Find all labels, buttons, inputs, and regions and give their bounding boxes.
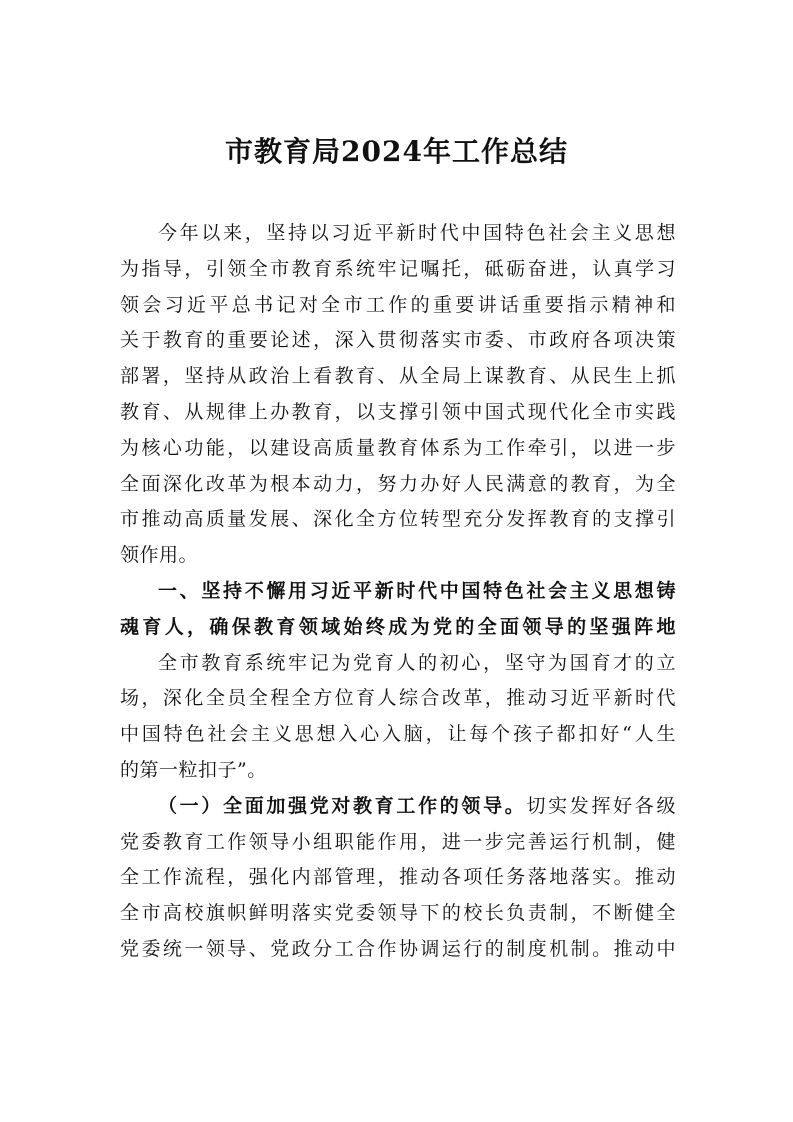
intro-line: 领作用。 xyxy=(120,544,199,567)
section-line: 中国特色社会主义思想入心入脑，让每个孩子都扣好“人生 xyxy=(120,723,676,746)
section-heading-line: 魂育人，确保教育领域始终成为党的全面领导的坚强阵地 xyxy=(120,615,676,638)
section-heading-line: 一、坚持不懈用习近平新时代中国特色社会主义思想铸 xyxy=(158,579,676,602)
section-heading xyxy=(120,574,676,646)
subsection-line: 党委统一领导、党政分工合作协调运行的制度机制。推动中 xyxy=(120,937,676,960)
intro-line: 为核心功能，以建设高质量教育体系为工作牵引，以进一步 xyxy=(120,436,676,459)
intro-line: 部署，坚持从政治上看教育、从全局上谋教育、从民生上抓 xyxy=(120,365,676,388)
section-line: 全市教育系统牢记为党育人的初心，坚守为国育才的立 xyxy=(158,651,676,674)
section-line: 场，深化全员全程全方位育人综合改革，推动习近平新时代 xyxy=(120,687,676,710)
section-paragraph xyxy=(120,646,676,789)
intro-line: 全面深化改革为根本动力，努力办好人民满意的教育，为全 xyxy=(120,472,676,495)
intro-line: 教育、从规律上办教育，以支撑引领中国式现代化全市实践 xyxy=(120,400,676,423)
section-line: 的第一粒扣子”。 xyxy=(120,758,267,781)
subsection-paragraph xyxy=(120,789,676,968)
subsection-line: 全工作流程，强化内部管理，推动各项任务落地落实。推动 xyxy=(120,866,676,889)
subsection-first-line xyxy=(120,789,676,825)
intro-line: 领会习近平总书记对全市工作的重要讲话重要指示精神和 xyxy=(120,293,676,316)
subsection-line: 全市高校旗帜鲜明落实党委领导下的校长负责制，不断健全 xyxy=(120,902,676,925)
document-title: 市教育局2024年工作总结 xyxy=(225,135,568,168)
intro-paragraph xyxy=(120,216,676,574)
document-body xyxy=(120,216,676,968)
intro-line: 市推动高质量发展、深化全方位转型充分发挥教育的支撑引 xyxy=(120,508,676,531)
intro-line: 今年以来，坚持以习近平新时代中国特色社会主义思想 xyxy=(158,222,676,244)
subsection-heading: （一）全面加强党对教育工作的领导。 xyxy=(158,794,527,817)
subsection-first-line-rest: 切实发挥好各级 xyxy=(526,794,676,817)
subsection-line: 党委教育工作领导小组职能作用，进一步完善运行机制，健 xyxy=(120,830,676,853)
intro-line: 为指导，引领全市教育系统牢记嘱托，砥砺奋进，认真学习 xyxy=(120,257,676,280)
intro-line: 关于教育的重要论述，深入贯彻落实市委、市政府各项决策 xyxy=(120,329,676,352)
